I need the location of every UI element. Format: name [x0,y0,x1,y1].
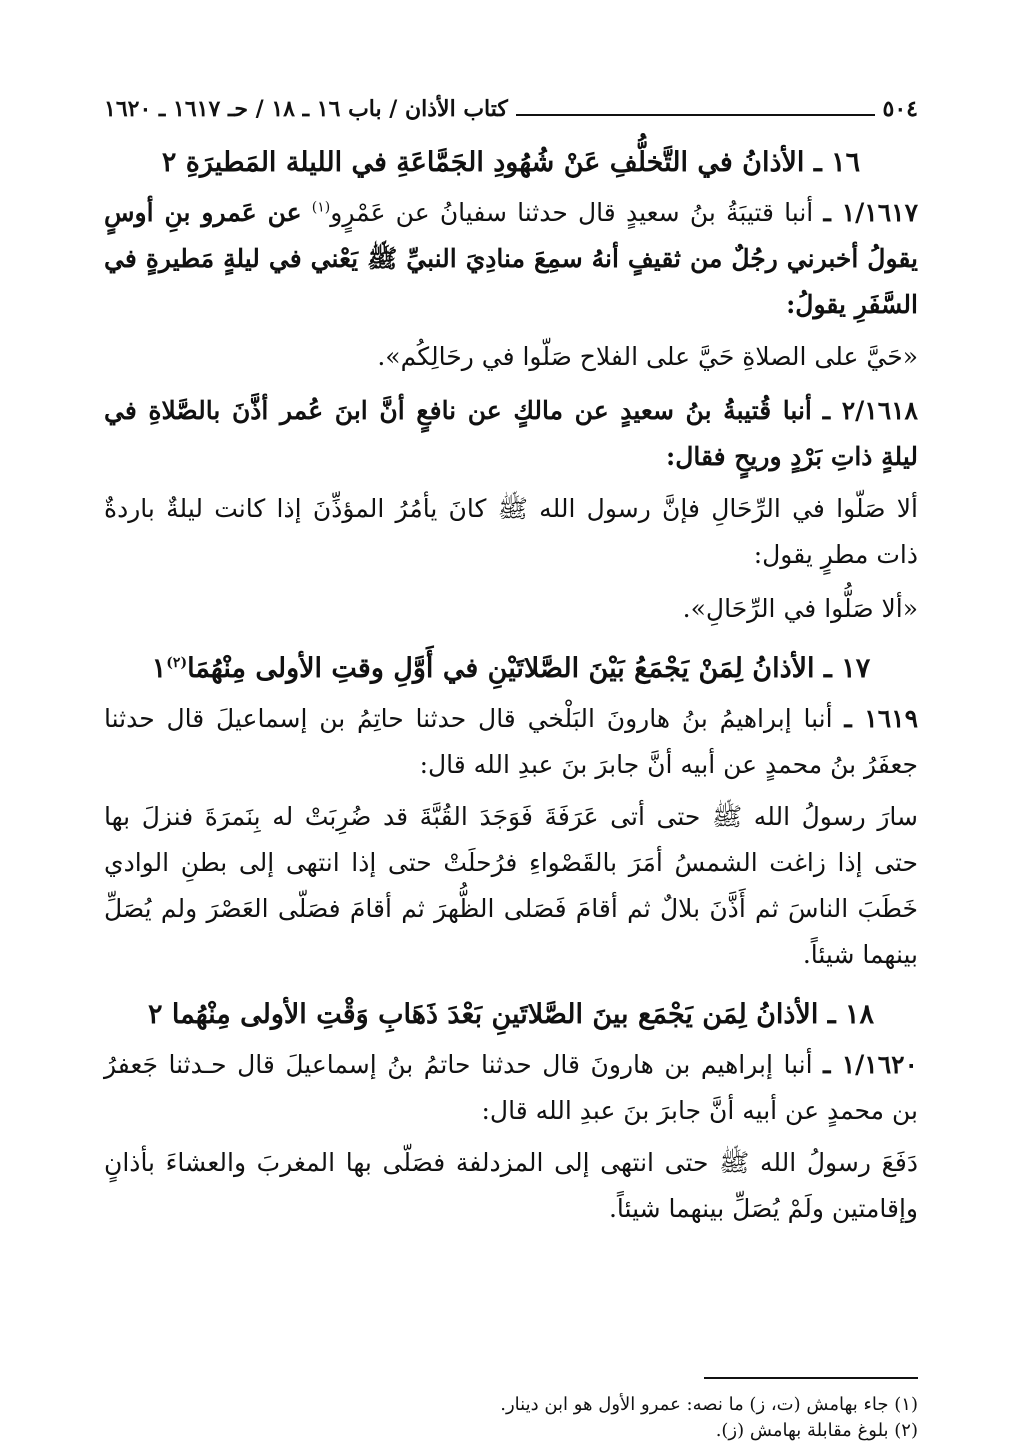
chapter-heading [104,144,918,182]
chapter-heading-text: ١٧ ـ الأذانُ لِمَنْ يَجْمَعُ بَيْنَ الصَّلاتَيْنِ في أَوَّلِ وقتِ الأولى مِنْهُمَا [187,653,871,684]
header-rule [516,114,875,116]
hadith-number: ١٦١٩ ـ [844,704,919,733]
hadith-matn: سارَ رسولُ الله ﷺ حتى أتى عَرَفَةَ فَوَجَدَ القُبَّةَ قد ضُرِبَتْ له بِنَمرَةَ فنزلَ بها حتى إذا زاغت الشمسُ أمَرَ بالقَصْواءِ فرُحلَتْ حتى إذا انتهى إلى بطنِ الوادي خَطَبَ الناسَ ثم أَذَّنَ بلالٌ ثم أقامَ فَصَلى الظُّهرَ ثم أقامَ فصَلّى العَصْرَ ولم يُصَلِّ بينهما شيئاً. [104,802,918,969]
hadith-paragraph [104,1042,918,1134]
hadith-isnad: أنبا قتيبَةُ بنُ سعيدٍ قال حدثنا سفيانُ عن عَمْرٍو [330,198,814,227]
hadith-paragraph [104,696,918,788]
footnote-rule [704,1377,918,1379]
hadith-matn: ألا صَلّوا في الرِّحَالِ فإنَّ رسول الله ﷺ كانَ يأمُرُ المؤذِّنَ إذا كانت ليلةٌ باردةٌ ذات مطرٍ يقول: [104,494,918,569]
chapter-heading-text: ١٦ ـ الأذانُ في التَّخلُّفِ عَنْ شُهُودِ الجَمَّاعَةِ في الليلة المَطيرَةِ ٢ [161,147,861,178]
hadith-isnad: أنبا إبراهيم بن هارونَ قال حدثنا حاتمُ بنُ إسماعيلَ قال حـدثنا جَعفرُ بن محمدٍ عن أبيه أنَّ جابرَ بنَ عبدِ الله قال: [104,1050,918,1125]
hadith-number: ١/١٦١٧ ـ [823,198,919,227]
chapter-heading [104,996,918,1034]
chapter-heading-text: ١٨ ـ الأذانُ لِمَن يَجْمَع بينَ الصَّلاتَينِ بَعْدَ ذَهَابِ وَقْتِ الأولى مِنْهُما ٢ [147,999,875,1030]
running-title: كتاب الأذان / باب ١٦ ـ ١٨ / حـ ١٦١٧ ـ ١٦٢٠ [104,96,508,122]
footnote-ref: (٢) [166,655,188,671]
footnotes [104,1392,918,1444]
chapter-heading [104,650,918,688]
running-header [104,92,918,126]
footnote-1: (١) جاء بهامش (ت، ز) ما نصه: عمرو الأول هو ابن دينار. [500,1394,918,1415]
hadith-matn-quote: «ألا صَلُّوا في الرِّحَالِ». [682,594,918,623]
footnote-ref: (١) [311,199,331,216]
hadith-paragraph [104,388,918,480]
hadith-matn: دَفَعَ رسولُ الله ﷺ حتى انتهى إلى المزدلفة فصَلّى بها المغربَ والعشاءَ بأذانٍ وإقامتين ولَمْ يُصَلِّ بينهما شيئاً. [104,1148,918,1223]
hadith-paragraph [104,190,918,328]
page-number: ٥٠٤ [882,96,918,122]
hadith-isnad: أنبا إبراهيمُ بنُ هارونَ البَلْخي قال حدثنا حاتِمُ بن إسماعيلَ قال حدثنا جعفَرُ بنُ محمدٍ عن أبيه أنَّ جابرَ بنَ عبدِ الله قال: [104,704,918,779]
chapter-heading-tail: ١ [151,653,167,684]
hadith-isnad: أنبا قُتيبةُ بنُ سعيدٍ عن مالكٍ عن نافعٍ أنَّ ابنَ عُمر أذَّنَ بالصَّلاةِ في ليلةٍ ذاتِ بَرْدٍ وريحٍ فقال: [104,396,918,471]
hadith-isnad-rest: عن عَمرو بنِ أوسٍ يقولُ أخبرني رجُلٌ من ثقيفٍ أنهُ سمِعَ منادِيَ النبيِّ ﷺ يَعْني في ليلةٍ مَطيرةٍ في السَّفَرِ يقولُ: [104,198,918,319]
hadith-matn: «حَيَّ على الصلاةِ حَيَّ على الفلاح صَلّوا في رحَالِكُم». [377,342,918,371]
hadith-number: ١/١٦٢٠ ـ [823,1050,918,1079]
hadith-number: ٢/١٦١٨ ـ [822,396,918,425]
footnote-2: (٢) بلوغ مقابلة بهامش (ز). [715,1420,918,1441]
